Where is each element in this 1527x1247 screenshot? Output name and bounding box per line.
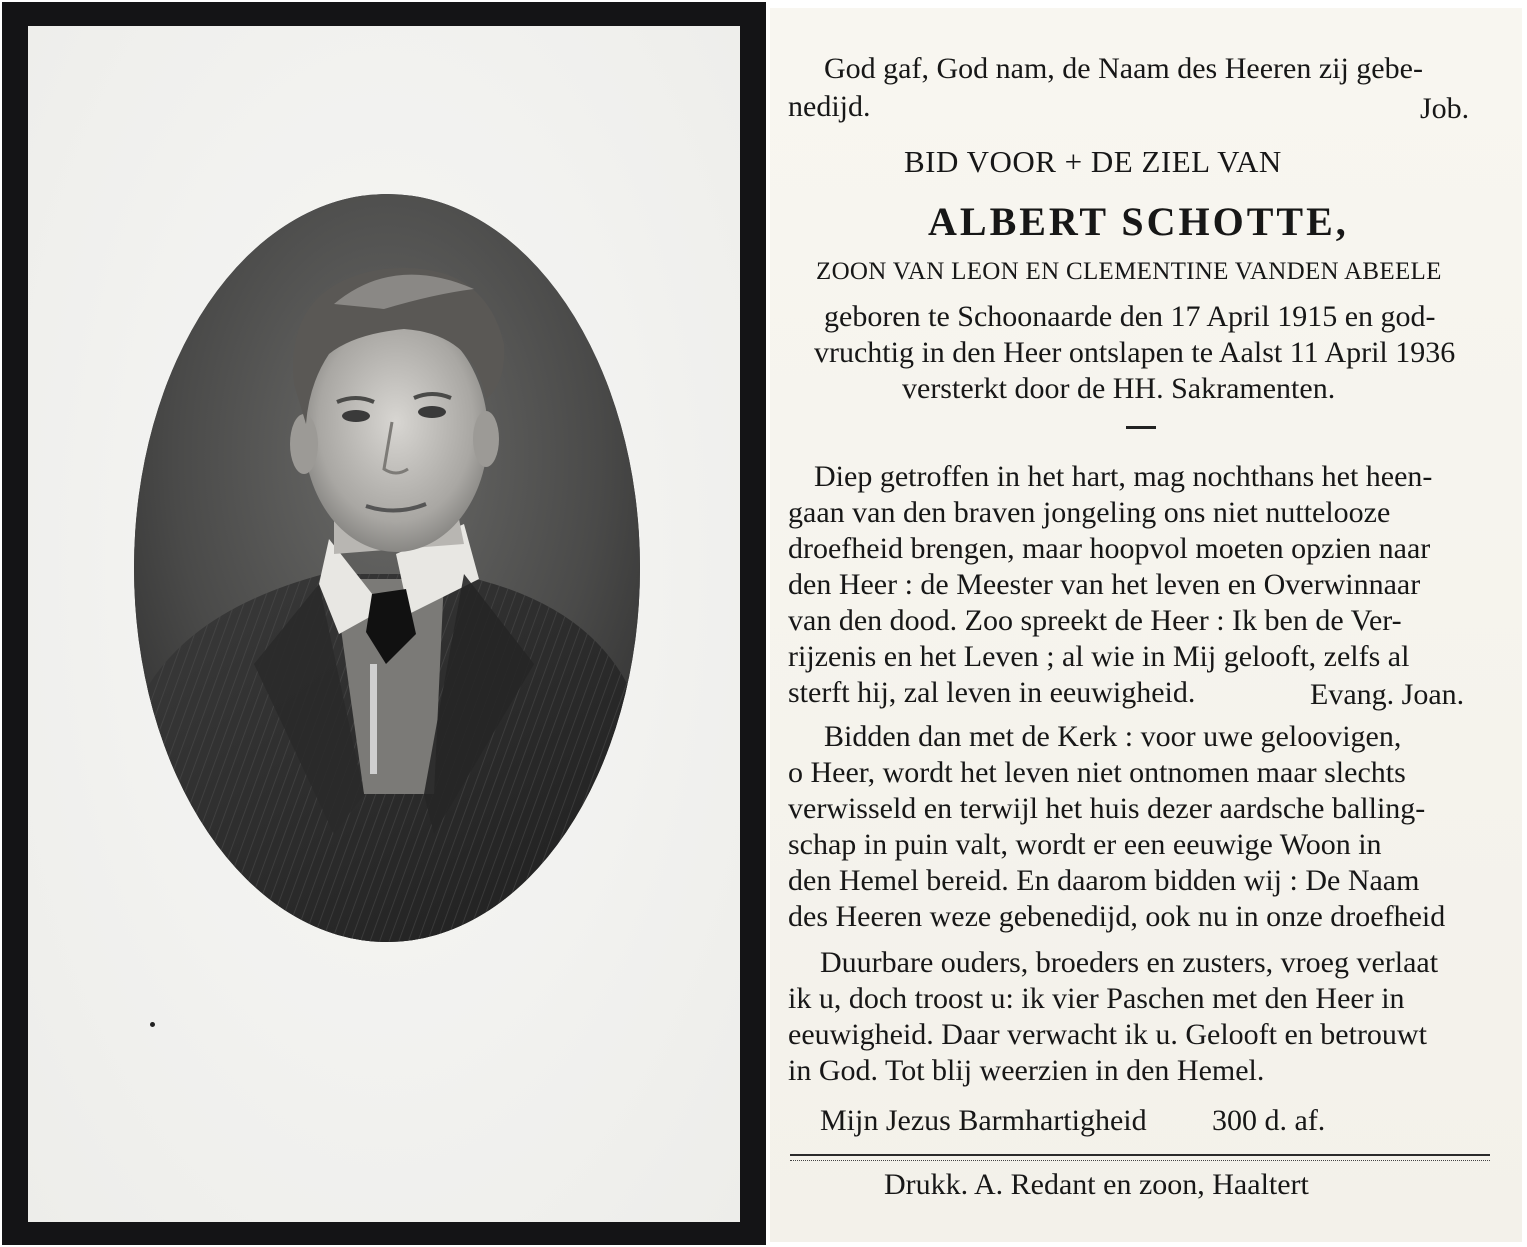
prayer-heading: BID VOOR + DE ZIEL VAN bbox=[904, 144, 1282, 179]
para2-line: schap in puin valt, wordt er een eeuwige Woon in bbox=[788, 828, 1382, 861]
para3-line: Duurbare ouders, broeders en zusters, vroeg verlaat bbox=[820, 946, 1439, 979]
para1-line: gaan van den braven jongeling ons niet nuttelooze bbox=[788, 496, 1391, 529]
para3-line: ik u, doch troost u: ik vier Paschen met den Heer in bbox=[788, 982, 1405, 1015]
verse-line-1: God gaf, God nam, de Naam des Heeren zij gebe- bbox=[824, 52, 1423, 85]
photo-mount bbox=[28, 26, 740, 1222]
deceased-name: ALBERT SCHOTTE, bbox=[928, 199, 1349, 244]
para1-line: Diep getroffen in het hart, mag nochthans het heen- bbox=[814, 460, 1433, 493]
indulgence-days: 300 d. af. bbox=[1212, 1104, 1326, 1137]
para3-line: in God. Tot blij weerzien in den Hemel. bbox=[788, 1054, 1265, 1087]
para2-line: Bidden dan met de Kerk : voor uwe geloovigen, bbox=[824, 720, 1402, 753]
para1-line: droefheid brengen, maar hoopvol moeten opzien naar bbox=[788, 532, 1431, 565]
birth-line: vruchtig in den Heer ontslapen te Aalst 11 April 1936 bbox=[814, 336, 1456, 369]
para1-line: rijzenis en het Leven ; al wie in Mij gelooft, zelfs al bbox=[788, 640, 1410, 673]
separator-dash bbox=[1126, 426, 1156, 429]
para1-line: van den dood. Zoo spreekt de Heer : Ik ben de Ver- bbox=[788, 604, 1402, 637]
para2-line: verwisseld en terwijl het huis dezer aardsche balling- bbox=[788, 792, 1426, 825]
para2-line: den Hemel bereid. En daarom bidden wij : De Naam bbox=[788, 864, 1420, 897]
memorial-card-front bbox=[2, 2, 766, 1245]
verse-line-2: nedijd. bbox=[788, 90, 871, 123]
birth-line: versterkt door de HH. Sakramenten. bbox=[902, 372, 1336, 405]
para2-line: des Heeren weze gebenedijd, ook nu in onze droefheid bbox=[788, 900, 1446, 933]
portrait-photo bbox=[134, 194, 640, 942]
footer-rule-dotted bbox=[790, 1160, 1490, 1161]
para1-line: sterft hij, zal leven in eeuwigheid. bbox=[788, 676, 1196, 709]
paper-speck bbox=[150, 1022, 155, 1027]
parents-line: ZOON VAN LEON EN CLEMENTINE VANDEN ABEELE bbox=[816, 258, 1442, 285]
verse-source: Job. bbox=[1420, 92, 1470, 125]
para3-line: eeuwigheid. Daar verwacht ik u. Gelooft en betrouwt bbox=[788, 1018, 1427, 1051]
birth-line: geboren te Schoonaarde den 17 April 1915 en god- bbox=[824, 300, 1436, 333]
portrait-image bbox=[134, 194, 640, 942]
gospel-source: Evang. Joan. bbox=[1310, 678, 1465, 711]
printer-credit: Drukk. A. Redant en zoon, Haaltert bbox=[884, 1168, 1309, 1201]
memorial-card-text bbox=[770, 8, 1522, 1242]
para2-line: o Heer, wordt het leven niet ontnomen maar slechts bbox=[788, 756, 1406, 789]
indulgence-prayer: Mijn Jezus Barmhartigheid bbox=[820, 1104, 1147, 1137]
footer-rule bbox=[790, 1154, 1490, 1156]
para1-line: den Heer : de Meester van het leven en Overwinnaar bbox=[788, 568, 1421, 601]
